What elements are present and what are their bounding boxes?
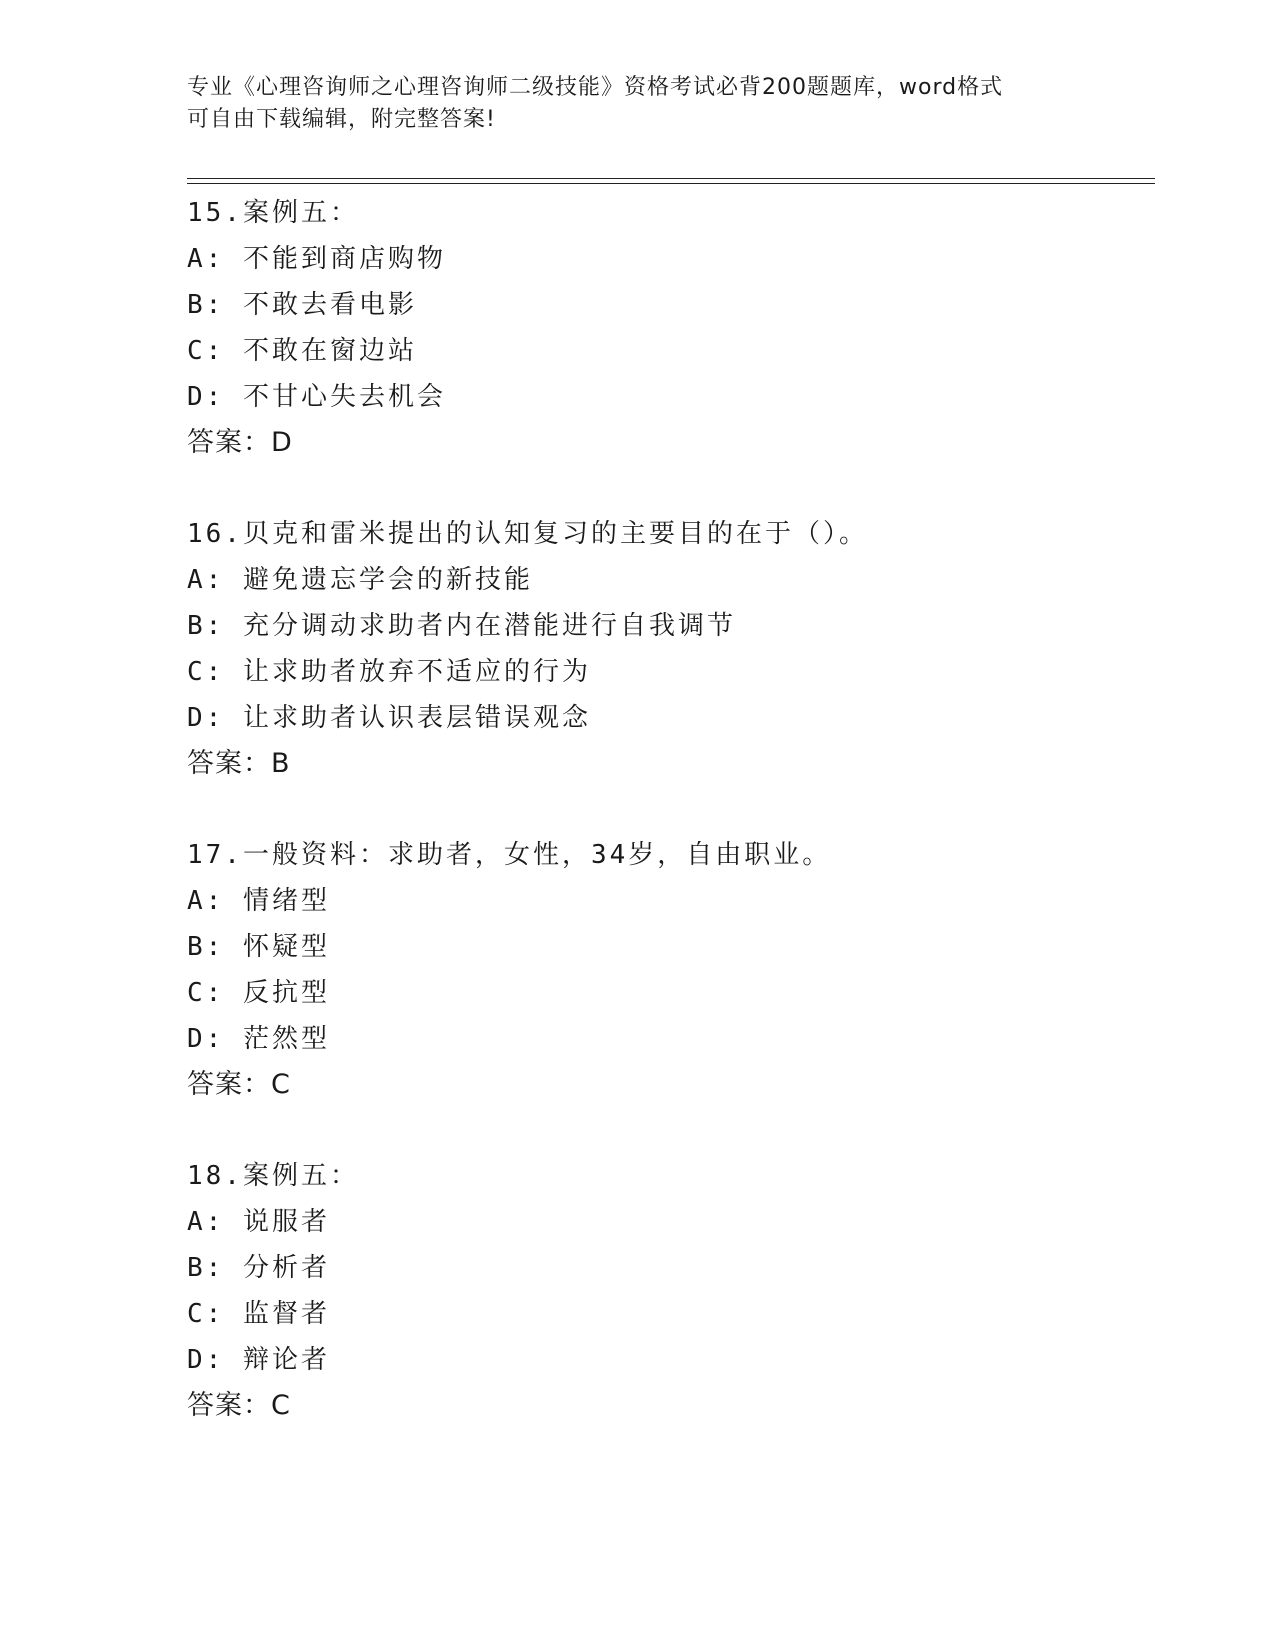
option-d: D: 让求助者认识表层错误观念	[187, 703, 591, 733]
option-b: B: 怀疑型	[187, 932, 330, 962]
question-16	[187, 511, 1147, 787]
question-17	[187, 832, 1147, 1108]
option-a: A: 避免遗忘学会的新技能	[187, 565, 533, 595]
option-b: B: 充分调动求助者内在潜能进行自我调节	[187, 611, 736, 641]
question-stem: 17.一般资料：求助者，女性，34岁，自由职业。	[187, 840, 832, 870]
header-divider-top	[187, 178, 1155, 179]
question-15	[187, 190, 1147, 466]
question-18	[187, 1153, 1147, 1429]
answer-label: 答案：B	[187, 748, 291, 779]
header-divider-bottom	[187, 183, 1155, 184]
question-list	[187, 190, 1147, 1429]
option-c: C: 让求助者放弃不适应的行为	[187, 657, 591, 687]
option-d: D: 不甘心失去机会	[187, 382, 446, 412]
header-line-2: 可自由下载编辑，附完整答案!	[187, 107, 496, 132]
answer-label: 答案：C	[187, 1390, 291, 1421]
option-c: C: 监督者	[187, 1299, 330, 1329]
question-stem: 18.案例五：	[187, 1161, 359, 1191]
option-c: C: 不敢在窗边站	[187, 336, 417, 366]
option-b: B: 不敢去看电影	[187, 290, 417, 320]
document-header	[187, 72, 1087, 136]
question-stem: 15.案例五：	[187, 198, 359, 228]
option-a: A: 不能到商店购物	[187, 244, 446, 274]
question-stem: 16.贝克和雷米提出的认知复习的主要目的在于（）。	[187, 519, 868, 549]
option-a: A: 说服者	[187, 1207, 330, 1237]
option-a: A: 情绪型	[187, 886, 330, 916]
header-line-1: 专业《心理咨询师之心理咨询师二级技能》资格考试必背200题题库，word格式	[187, 75, 1004, 100]
option-d: D: 辩论者	[187, 1345, 330, 1375]
answer-label: 答案：D	[187, 427, 293, 458]
option-c: C: 反抗型	[187, 978, 330, 1008]
option-b: B: 分析者	[187, 1253, 330, 1283]
option-d: D: 茫然型	[187, 1024, 330, 1054]
answer-label: 答案：C	[187, 1069, 291, 1100]
